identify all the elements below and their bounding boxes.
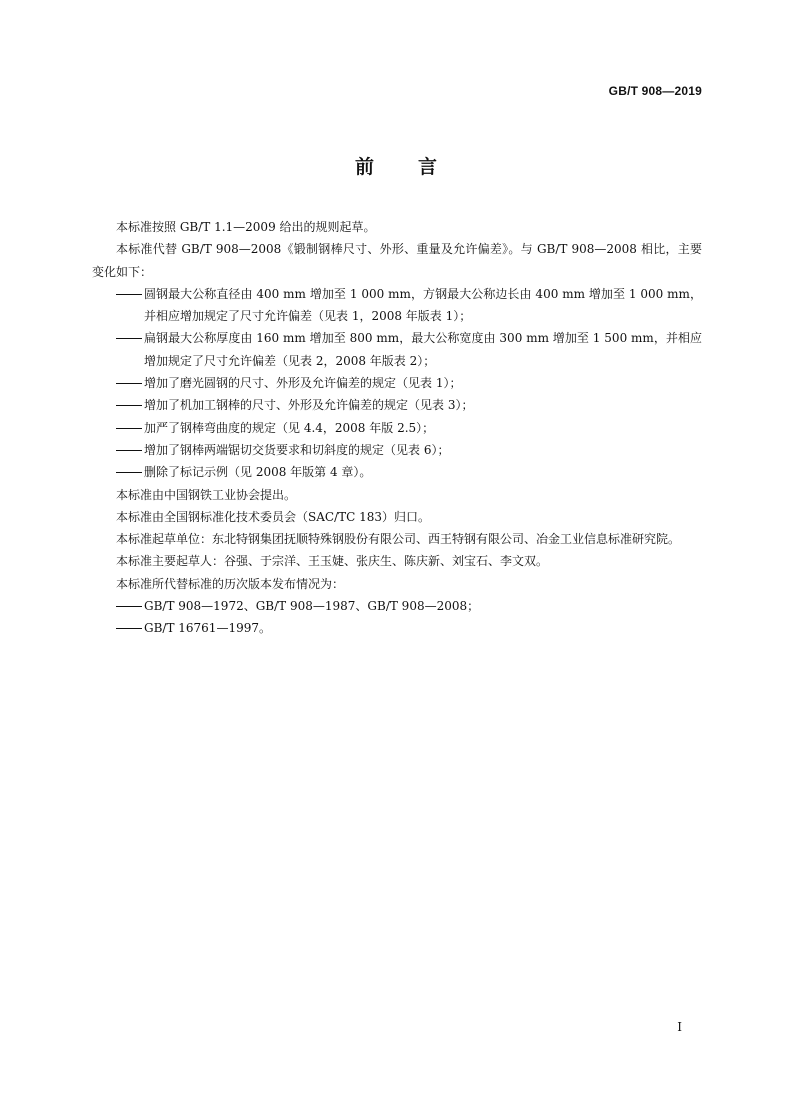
title-char-2: 言 [418,156,438,178]
page-title [0,152,792,179]
list-item-text: 扁钢最大公称厚度由 160 mm 增加至 800 mm，最大公称宽度由 300 mm 增加至 1 500 mm，并相应增加规定了尺寸允许偏差（见表 2，2008 年版表 2）； [144,331,702,368]
list-item-history [92,595,702,617]
paragraph-history-intro: 本标准所代替标准的历次版本发布情况为： [116,576,345,591]
list-item-text: 删除了标记示例（见 2008 年版第 4 章）。 [144,465,372,480]
list-item-text: 增加了机加工钢棒的尺寸、外形及允许偏差的规定（见表 3）； [144,398,474,413]
list-item-change [92,439,702,461]
paragraph-centralized-by: 本标准由全国钢标准化技术委员会（SAC/TC 183）归口。 [116,509,431,524]
list-item-text: GB/T 908—1972、GB/T 908—1987、GB/T 908—2008； [144,599,480,614]
paragraph-replaces: 本标准代替 GB/T 908—2008《锻制钢棒尺寸、外形、重量及允许偏差》。与 GB/T 908—2008 相比，主要变化如下： [92,242,702,279]
list-item-text: 增加了磨光圆钢的尺寸、外形及允许偏差的规定（见表 1）； [144,376,462,391]
list-item-change [92,461,702,483]
list-item-change [92,327,702,372]
list-item-text: 圆钢最大公称直径由 400 mm 增加至 1 000 mm，方钢最大公称边长由 400 mm 增加至 1 000 mm，并相应增加规定了尺寸允许偏差（见表 1，2008 年版表 1）； [144,286,702,324]
standard-code: GB/T 908—2019 [608,84,702,98]
list-item-change [92,283,702,328]
paragraph-drafting-rules: 本标准按照 GB/T 1.1—2009 给出的规则起草。 [116,220,376,234]
list-item-text: 加严了钢棒弯曲度的规定（见 4.4，2008 年版 2.5）； [144,420,435,435]
foreword-body [92,216,702,640]
page-number: I [677,1020,682,1034]
paragraph-drafting-units: 本标准起草单位：东北特钢集团抚顺特殊钢股份有限公司、西王特钢有限公司、冶金工业信息标准研究院。 [116,532,681,547]
title-char-1: 前 [354,156,374,178]
list-item-change [92,372,702,394]
paragraph-drafters: 本标准主要起草人：谷强、于宗洋、王玉婕、张庆生、陈庆新、刘宝石、李文双。 [116,554,549,569]
list-item-text: 增加了钢棒两端锯切交货要求和切斜度的规定（见表 6）； [144,442,450,457]
paragraph-proposed-by: 本标准由中国钢铁工业协会提出。 [116,487,297,502]
list-item-change [92,417,702,439]
list-item-text: GB/T 16761—1997。 [144,621,271,636]
list-item-history [92,617,702,639]
list-item-change [92,394,702,416]
